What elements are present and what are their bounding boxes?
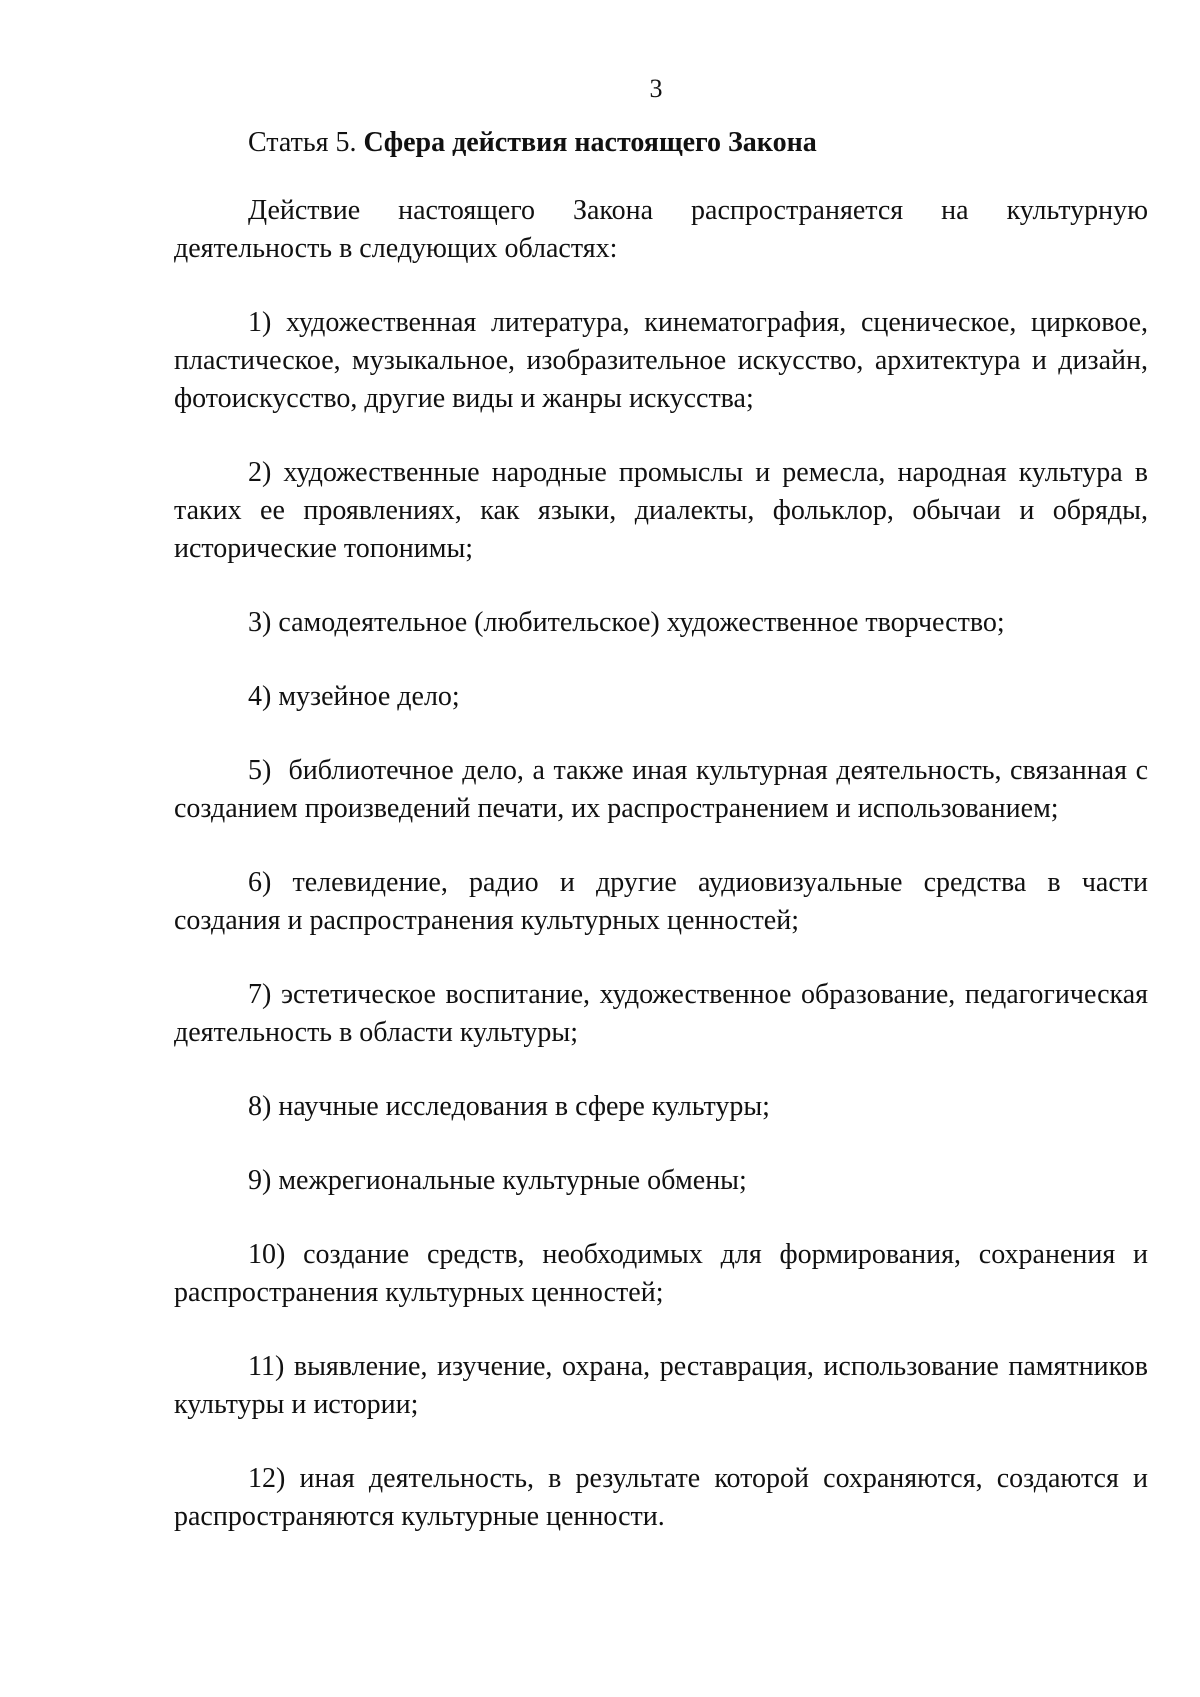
intro-paragraph: Действие настоящего Закона распространяется на культурную деятельность в следующих областях: [174,195,1148,264]
list-item-7: 7) эстетическое воспитание, художественное образование, педагогическая деятельность в области культуры; [174,979,1148,1048]
list-item-8: 8) научные исследования в сфере культуры; [248,1091,770,1122]
list-item-9: 9) межрегиональные культурные обмены; [248,1165,747,1196]
list-item-4: 4) музейное дело; [248,681,460,712]
document-body [174,124,1155,1536]
article-label: Статья 5. [248,127,357,158]
list-item-2: 2) художественные народные промыслы и ремесла, народная культура в таких ее проявлениях, как языки, диалекты, фольклор, обычаи и обряды, исторические топонимы; [174,457,1148,564]
list-item-12: 12) иная деятельность, в результате которой сохраняются, создаются и распространяются культурные ценности. [174,1463,1148,1532]
page-number: 3 [649,74,663,103]
list-item-11: 11) выявление, изучение, охрана, реставрация, использование памятников культуры и истории; [174,1351,1148,1420]
list-item-10: 10) создание средств, необходимых для формирования, сохранения и распространения культурных ценностей; [174,1239,1148,1308]
list-item-3: 3) самодеятельное (любительское) художественное творчество; [248,607,1005,638]
list-item-1: 1) художественная литература, кинематография, сценическое, цирковое, пластическое, музыкальное, изобразительное искусство, архитектура и дизайн, фотоискусство, другие виды и жанры искусства; [174,307,1148,414]
list-item-5: 5) библиотечное дело, а также иная культурная деятельность, связанная с созданием произведений печати, их распространением и использованием; [174,755,1155,824]
list-item-6: 6) телевидение, радио и другие аудиовизуальные средства в части создания и распространения культурных ценностей; [174,867,1148,936]
article-heading [248,124,1148,162]
article-title: Сфера действия настоящего Закона [363,127,817,158]
